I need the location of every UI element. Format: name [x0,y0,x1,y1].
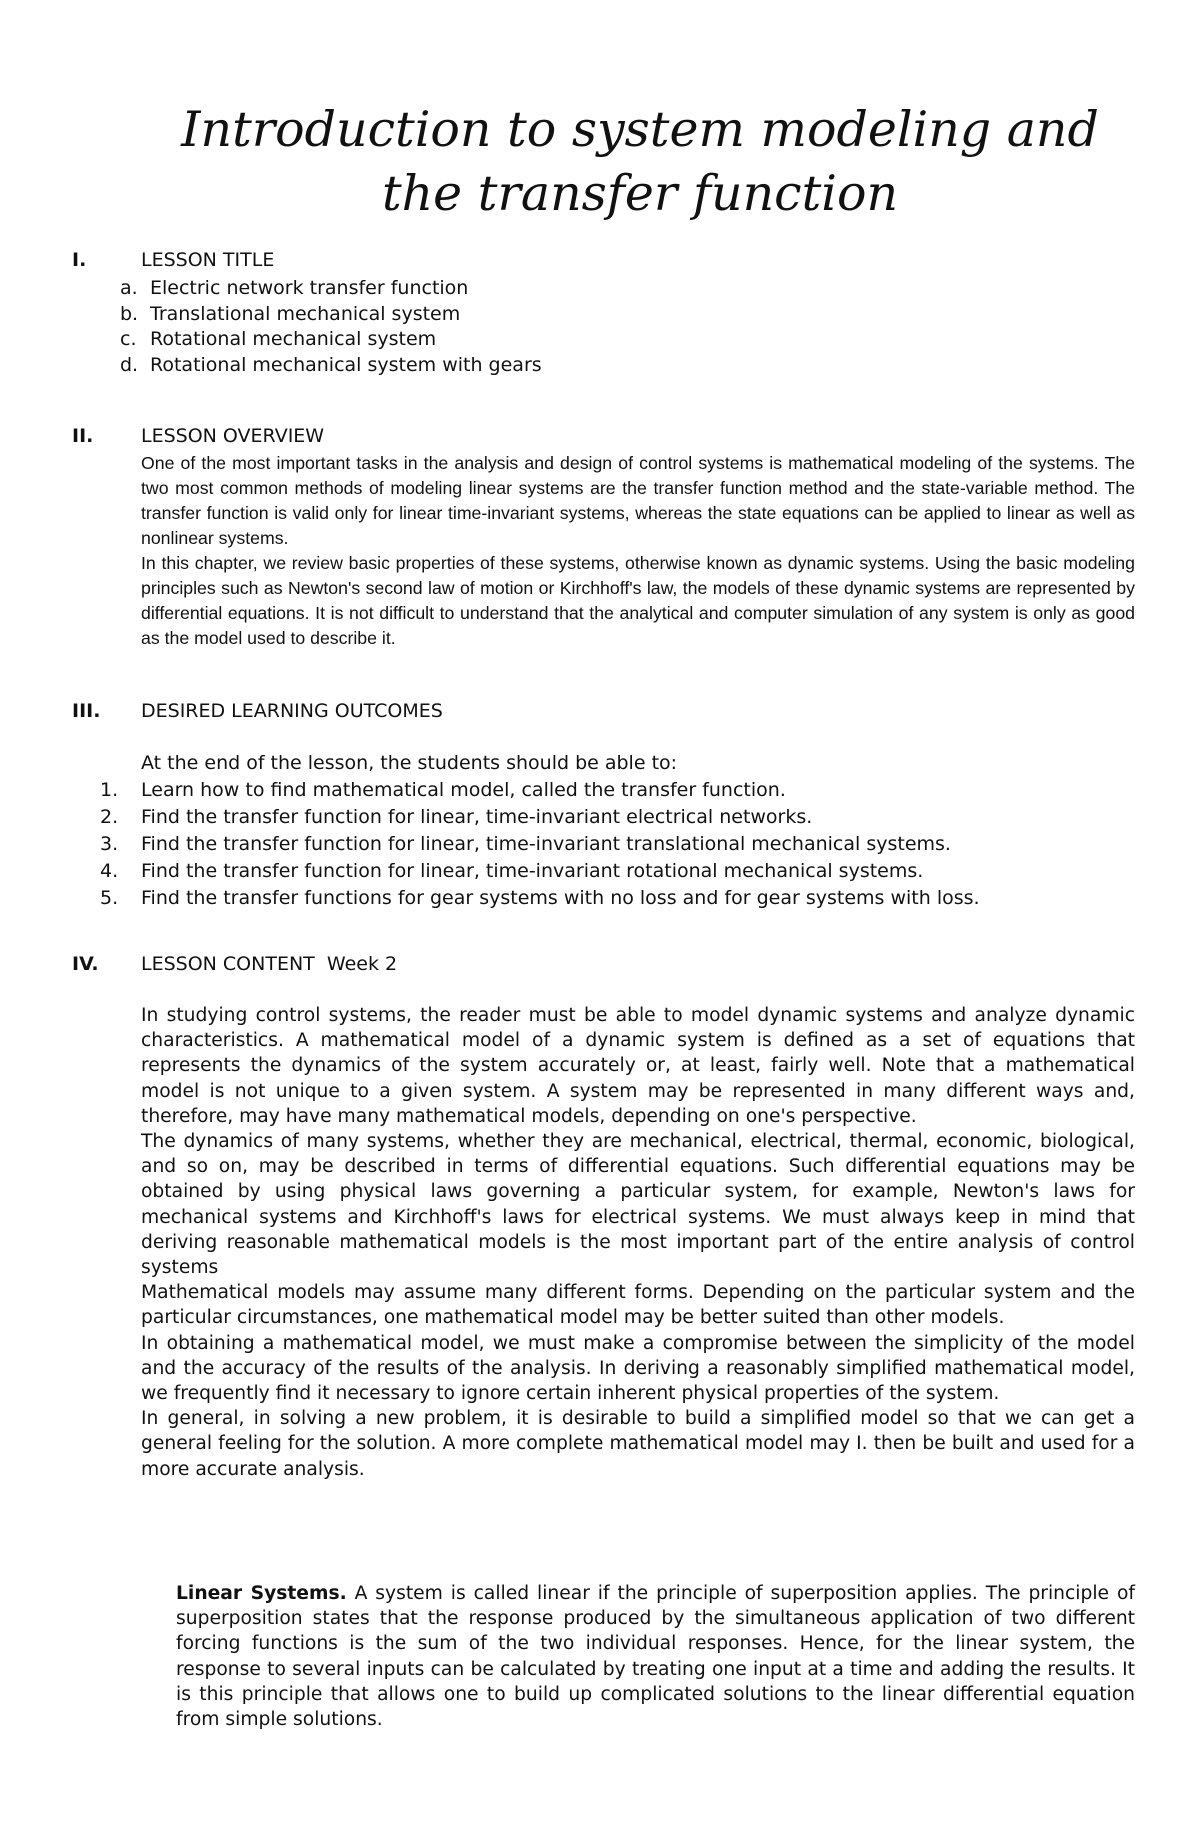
outcomes-intro: At the end of the lesson, the students should be able to: [141,752,678,774]
list-item: 5. Find the transfer functions for gear systems with no loss and for gear systems with loss. [100,887,980,909]
list-item: b. Translational mechanical system [120,302,461,325]
list-item: 4. Find the transfer function for linear, time-invariant rotational mechanical systems. [100,860,924,882]
outcomes-list [100,777,980,912]
section-number-content: IV. [72,953,99,975]
section-heading-overview: LESSON OVERVIEW [141,425,325,447]
section-heading-lesson-title: LESSON TITLE [141,249,275,271]
list-item: c. Rotational mechanical system [120,328,437,350]
linear-systems-text: A system is called linear if the principle of superposition applies. The principle of superposition states that the response produced by the simultaneous application of two different forcing functions is the sum of the two individual responses. Hence, for the linear system, the response to several inputs can be calculated by treating one input at a time and adding the results. It is this principle that allows one to build up complicated solutions to the linear differential equation from simple solutions. [176,1583,1135,1731]
paragraph: Mathematical models may assume many different forms. Depending on the particular system and the particular circumstances, one mathematical model may be better suited than other models. [141,1282,1135,1329]
paragraph: In obtaining a mathematical model, we must make a compromise between the simplicity of the model and the accuracy of the results of the analysis. In deriving a reasonably simplified mathematical model, we frequently find it necessary to ignore certain inherent physical properties of the system. [141,1332,1135,1405]
paragraph: In this chapter, we review basic properties of these systems, otherwise known as dynamic systems. Using the basic modeling principles such as Newton's second law of motion or Kirchhoff's law, the models of these dynamic systems are represented by differential equations. It is not difficult to understand that the analytical and computer simulation of any system is only as good as the model used to describe it. [141,553,1135,648]
paragraph: The dynamics of many systems, whether they are mechanical, electrical, thermal, economic, biological, and so on, may be described in terms of differential equations. Such differential equations may be obtained by using physical laws governing a particular system, for example, Newton's laws for mechanical systems and Kirchhoff's laws for electrical systems. We must always keep in mind that deriving reasonable mathematical models is the most important part of the entire analysis of control systems [141,1131,1135,1279]
section-number-outcomes: III. [72,700,101,722]
list-item: 3. Find the transfer function for linear, time-invariant translational mechanical systems. [100,833,951,855]
linear-systems-term: Linear Systems. [176,1583,347,1604]
lesson-title-list [120,276,542,378]
list-item: 1. Learn how to find mathematical model, called the transfer function. [100,779,786,801]
section-number-lesson-title: I. [72,249,87,271]
list-item: d. Rotational mechanical system with gears [120,353,542,376]
section-heading-content [141,953,397,975]
page-title: Introduction to system modeling and the transfer function [181,101,1099,222]
paragraph: In general, in solving a new problem, it is desirable to build a simplified model so that we can get a general feeling for the solution. A more complete mathematical model may I. then be built and used for a more accurate analysis. [141,1408,1135,1480]
list-item: a. Electric network transfer function [120,277,469,299]
section-heading-content-label: LESSON CONTENT [141,953,315,975]
list-item: 2. Find the transfer function for linear, time-invariant electrical networks. [100,806,813,828]
week-label: Week 2 [326,953,398,975]
paragraph: In studying control systems, the reader must be able to model dynamic systems and analyze dynamic characteristics. A mathematical model of a dynamic system is defined as a set of equations that represents the dynamics of the system accurately or, at least, fairly well. Note that a mathematical model is not unique to a given system. A system may be represented in many different ways and, therefore, may have many mathematical models, depending on one's perspective. [141,1005,1135,1127]
content-body [141,1003,1135,1482]
linear-systems-paragraph [176,1581,1135,1732]
section-number-overview: II. [72,425,94,447]
overview-body [141,451,1135,651]
paragraph: One of the most important tasks in the analysis and design of control systems is mathematical modeling of the systems. The two most common methods of modeling linear systems are the transfer function method and the state-variable method. The transfer function is valid only for linear time-invariant systems, whereas the state equations can be applied to linear as well as nonlinear systems. [141,453,1135,548]
section-heading-outcomes: DESIRED LEARNING OUTCOMES [141,700,443,722]
